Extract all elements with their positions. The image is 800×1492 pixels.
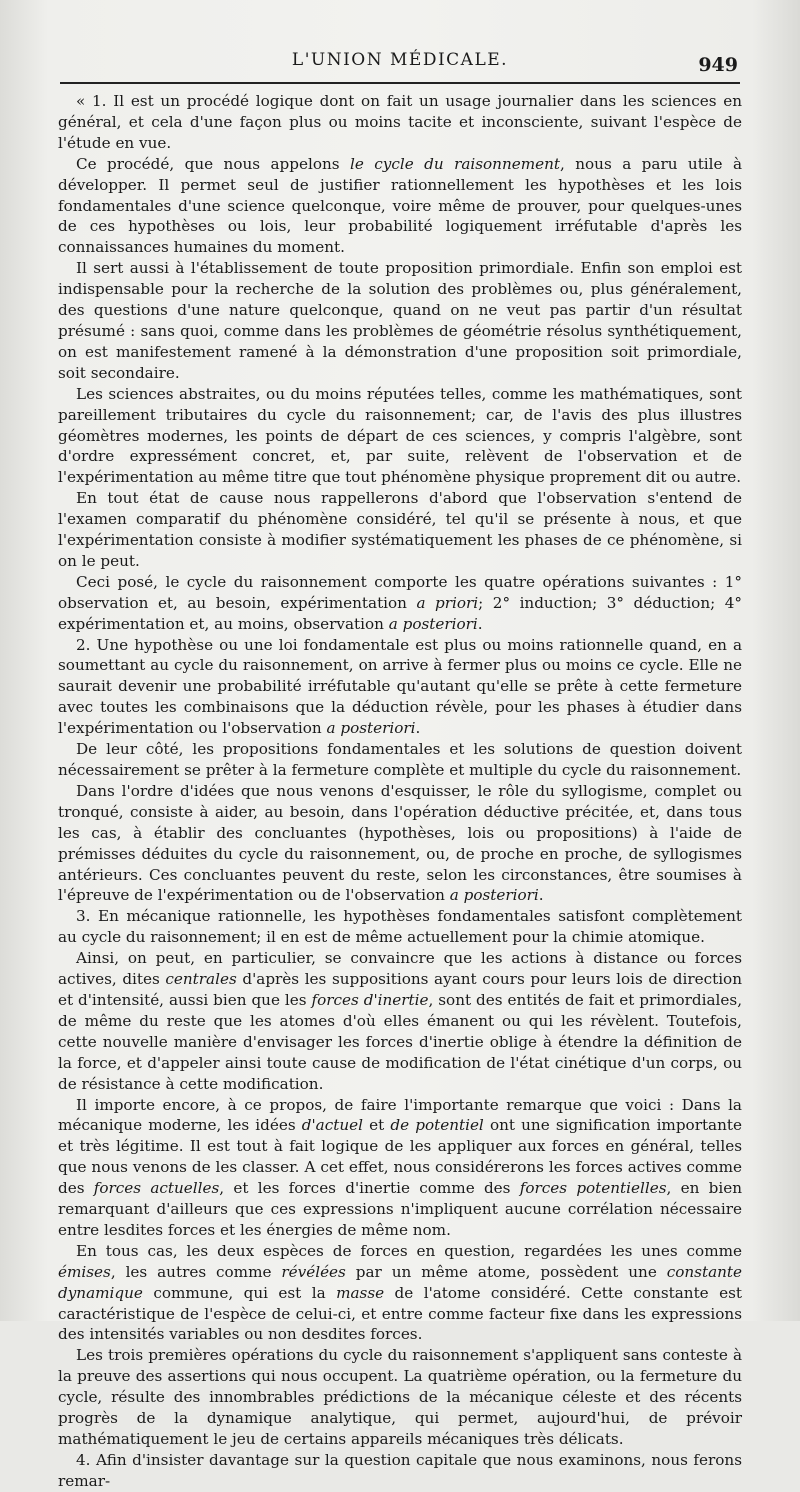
italic-phrase: de potentiel xyxy=(390,1116,484,1135)
text-run: Il importe encore, à ce propos, de faire l'importante remarque que voici : Dans la mécanique moderne, les idées xyxy=(58,1095,742,1135)
text-run: Ainsi, on peut, en particulier, se convaincre que les actions à distance ou forces actives, dites xyxy=(58,949,742,989)
paragraph xyxy=(58,1345,742,1450)
paragraph xyxy=(58,781,742,906)
italic-phrase: forces potentielles xyxy=(519,1179,667,1198)
paragraph xyxy=(58,948,742,1094)
text-run: par un même atome, possèdent une xyxy=(345,1262,667,1281)
italic-phrase: d'actuel xyxy=(301,1116,363,1135)
text-run: Il sert aussi à l'établissement de toute proposition primordiale. Enfin son emploi est indispensable pour la recherche de la solution des problèmes ou, plus généralement, des questions d'une nature quelconque, quand on ne veut pas partir d'un résultat présumé : sans quoi, comme dans les problèmes de géométrie résolus synthétiquement, on est manifestement ramené à la démonstration d'une proposition soit primordiale, soit secondaire. xyxy=(58,259,742,382)
running-header xyxy=(60,44,740,84)
text-run: Les trois premières opérations du cycle du raisonnement s'appliquent sans conteste à la preuve des assertions qui nous occupent. La quatrième opération, ou la fermeture du cycle, résulte des innombrables prédictions de la mécanique céleste et des récents progrès de la dynamique analytique, qui permet, aujourd'hui, de prévoir mathématiquement le jeu de certains appareils mécaniques très délicats. xyxy=(58,1346,742,1448)
paragraph xyxy=(58,1241,742,1346)
text-run: « 1. Il est un procédé logique dont on fait un usage journalier dans les sciences en général, et cela d'une façon plus ou moins tacite et inconsciente, suivant l'espèce de l'étude en vue. xyxy=(58,92,742,152)
text-run: et xyxy=(362,1116,391,1135)
text-run: commune, qui est la xyxy=(142,1283,337,1302)
paragraph xyxy=(58,258,742,383)
paragraph xyxy=(58,488,742,572)
text-run: , et les forces d'inertie comme des xyxy=(219,1179,520,1198)
italic-phrase: constante dynamique xyxy=(58,1262,743,1302)
page-number: 949 xyxy=(698,54,738,76)
paragraph xyxy=(58,1095,742,1241)
italic-phrase: le cycle du raisonnement xyxy=(349,154,560,173)
text-run: . xyxy=(538,886,544,905)
text-run: Dans l'ordre d'idées que nous venons d'esquisser, le rôle du syllogisme, complet ou tronqué, consiste à aider, au besoin, dans l'opération déductive précitée, et, dans tous les cas, à établir des concluantes (hypothèses, lois ou propositions) à l'aide de prémisses déduites du cycle du raisonnement, ou, de proche en proche, de syllogismes antérieurs. Ces concluantes peuvent du reste, selon les circonstances, être soumises à l'épreuve de l'expérimentation ou de l'observation xyxy=(58,781,742,905)
italic-phrase: a posteriori xyxy=(449,886,539,905)
text-run: Les sciences abstraites, ou du moins réputées telles, comme les mathématiques, sont pareillement tributaires du cycle du raisonnement; car, de l'avis des plus illustres géomètres modernes, les points de départ de ces sciences, y compris l'algèbre, sont d'ordre expressément concret, et, par suite, relèvent de l'observation et de l'expérimentation au même titre que tout phénomène physique proprement dit ou autre. xyxy=(58,384,742,487)
text-run: , sont des entités de fait et primordiales, de même du reste que les atomes d'où elles émanent ou qui les révèlent. Toutefois, cette nouvelle manière d'envisager les forces d'inertie oblige à étendre la définition de la force, et d'appeler ainsi toute cause de modification de l'état cinétique d'un corps, ou de résistance à cette modification. xyxy=(58,990,743,1093)
text-run: De leur côté, les propositions fondamentales et les solutions de question doivent nécessairement se prêter à la fermeture complète et multiple du cycle du raisonnement. xyxy=(58,740,742,779)
italic-phrase: émises xyxy=(58,1262,111,1281)
italic-phrase: centrales xyxy=(165,970,237,989)
text-run: 3. En mécanique rationnelle, les hypothèses fondamentales satisfont complètement au cycle du raisonnement; il en est de même actuellement pour la chimie atomique. xyxy=(58,907,742,947)
italic-phrase: masse xyxy=(336,1283,385,1302)
text-run: de l'atome considéré. Cette constante est caractéristique de l'espèce de celui-ci, et entre comme facteur fixe dans les expressions des intensités variables ou non desdites forces. xyxy=(58,1283,742,1344)
text-run: 4. Afin d'insister davantage sur la question capitale que nous examinons, nous ferons remar- xyxy=(58,1450,742,1490)
text-run: Ce procédé, que nous appelons xyxy=(76,154,350,173)
text-run: En tous cas, les deux espèces de forces en question, regardées les unes comme xyxy=(76,1241,742,1260)
text-run: d'après les suppositions ayant cours pour leurs lois de direction et d'intensité, aussi bien que les xyxy=(58,970,742,1009)
paragraph xyxy=(58,906,742,948)
paragraph xyxy=(58,635,742,740)
paragraph xyxy=(58,384,742,489)
text-run: , en bien remarquant d'ailleurs que ces expressions n'impliquent aucune corrélation nécessaire entre lesdites forces et les énergies de même nom. xyxy=(58,1179,742,1239)
running-title: L'UNION MÉDICALE. xyxy=(291,50,509,70)
italic-phrase: a posteriori xyxy=(388,614,478,633)
article-body xyxy=(58,91,742,1492)
text-run: , nous a paru utile à développer. Il permet seul de justifier rationnellement les hypothèses et les lois fondamentales d'une science quelconque, voire même de prouver, pour quelques-unes de ces hypothèses ou lois, leur probabilité logiquement irréfutable d'après les connaissances humaines du moment. xyxy=(58,154,742,257)
text-run: ont une signification importante et très légitime. Il est tout à fait logique de les appliquer aux forces en général, telles que nous venons de les classer. A cet effet, nous considérerons les forces actives comme des xyxy=(58,1116,742,1198)
italic-phrase: a posteriori xyxy=(326,719,416,738)
text-run: En tout état de cause nous rappellerons d'abord que l'observation s'entend de l'examen comparatif du phénomène considéré, tel qu'il se présente à nous, et que l'expérimentation consiste à modifier systématiquement les phases de ce phénomène, si on le peut. xyxy=(58,489,742,570)
text-run: ; 2° induction; 3° déduction; 4° expérimentation et, au moins, observation xyxy=(58,593,742,633)
text-run: , les autres comme xyxy=(110,1262,282,1281)
italic-phrase: révélées xyxy=(281,1262,346,1281)
text-run: . xyxy=(415,719,421,738)
italic-phrase: a priori xyxy=(416,593,479,612)
italic-phrase: forces d'inertie xyxy=(311,990,429,1009)
text-run: 2. Une hypothèse ou une loi fondamentale est plus ou moins rationnelle quand, en a soumettant au cycle du raisonnement, on arrive à fermer plus ou moins ce cycle. Elle ne saurait devenir une probabilité irréfutable qu'autant qu'elle se prête à cette fermeture avec toutes les combinaisons que la déduction révèle, pour les phases à étudier dans l'expérimentation ou l'observation xyxy=(58,635,742,738)
italic-phrase: forces actuelles xyxy=(93,1179,220,1198)
paragraph xyxy=(58,91,742,154)
text-run: . xyxy=(477,614,483,633)
paragraph xyxy=(58,1450,742,1492)
paragraph xyxy=(58,154,742,259)
header-rule xyxy=(60,82,740,84)
paragraph xyxy=(58,739,742,781)
text-run: Ceci posé, le cycle du raisonnement comporte les quatre opérations suivantes : 1° observation et, au besoin, expérimentation xyxy=(58,572,742,612)
paragraph xyxy=(58,572,742,635)
